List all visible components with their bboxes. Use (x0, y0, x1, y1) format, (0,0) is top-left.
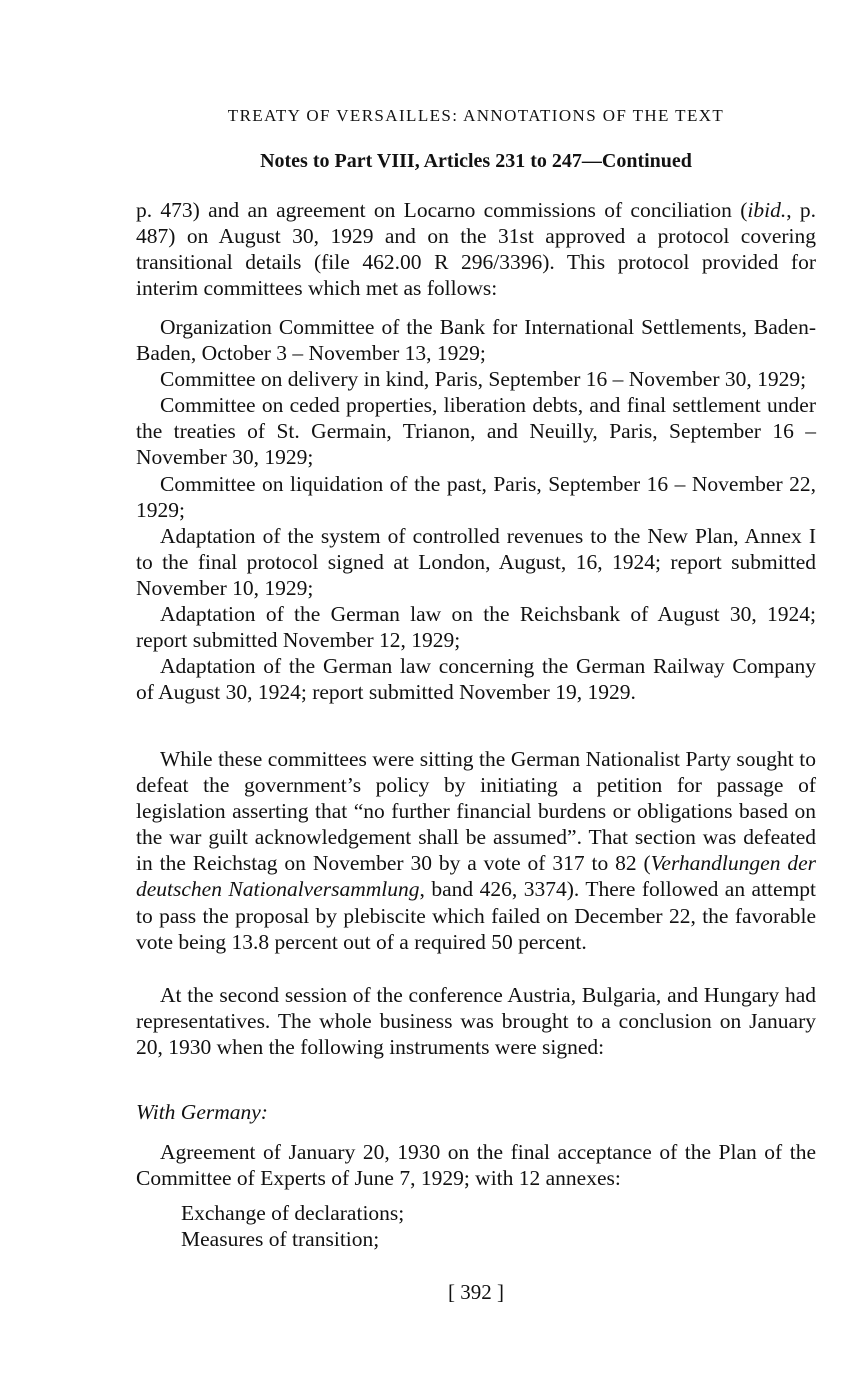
source-citation: Verhandlungen der deutschen Nationalversammlung (136, 851, 816, 902)
committee-item: Committee on delivery in kind, Paris, September 16 – November 30, 1929; (160, 367, 807, 392)
section-title: Notes to Part VIII, Articles 231 to 247—Continued (260, 150, 692, 172)
paragraph-text: , p. 487) on August 30, 1929 and on the 31st approved a protocol covering transitional details (file 462.00 R 296/3396). This protocol provided for interim committees which met as follows: (136, 198, 817, 301)
subheading-with-germany (136, 1099, 816, 1125)
annex-item: Measures of transition; (181, 1227, 380, 1252)
ibid-citation: ibid. (747, 198, 787, 222)
annex-item: Exchange of declarations; (181, 1201, 405, 1225)
paragraph-text: p. 473) and an agreement on Locarno commissions of conciliation ( (136, 198, 748, 222)
page-number: [ 392 ] (448, 1280, 504, 1304)
committee-item: Adaptation of the German law concerning the German Railway Company of August 30, 1924; report submitted November 19, 1929. (136, 654, 816, 705)
committee-item: Committee on liquidation of the past, Paris, September 16 – November 22, 1929; (136, 471, 816, 522)
committee-list (136, 314, 816, 705)
committee-item: Adaptation of the system of controlled revenues to the New Plan, Annex I to the final protocol signed at London, August, 16, 1924; report submitted November 10, 1929; (136, 523, 816, 600)
paragraph-continuation (136, 197, 816, 301)
paragraph-text: , band 426, 3374). There followed an attempt to pass the proposal by plebiscite which failed on December 22, the favorable vote being 13.8 percent out of a required 50 percent. (136, 877, 817, 954)
paragraph-nationalist-party (136, 746, 816, 955)
paragraph-text: While these committees were sitting the German Nationalist Party sought to defeat the government’s policy by initiating a petition for passage of legislation asserting that “no further financial burdens or obligations based on the war guilt acknowledgement shall be assumed”. That section was defeated in the Reichstag on November 30 by a vote of 317 to 82 ( (136, 747, 816, 876)
paragraph-agreement (136, 1139, 816, 1191)
committee-item: Committee on ceded properties, liberation debts, and final settlement under the treaties of St. Germain, Trianon, and Neuilly, Paris, September 16 – November 30, 1929; (136, 393, 816, 470)
paragraph-text: At the second session of the conference Austria, Bulgaria, and Hungary had representatives. The whole business was brought to a conclusion on January 20, 1930 when the following instruments were signed: (136, 983, 816, 1060)
paragraph-text: Agreement of January 20, 1930 on the final acceptance of the Plan of the Committee of Experts of June 7, 1929; with 12 annexes: (136, 1140, 816, 1191)
annex-list (136, 1200, 816, 1252)
committee-item: Organization Committee of the Bank for International Settlements, Baden-Baden, October 3 – November 13, 1929; (136, 315, 816, 366)
committee-item: Adaptation of the German law on the Reichsbank of August 30, 1924; report submitted November 12, 1929; (136, 602, 816, 653)
running-title: TREATY OF VERSAILLES: ANNOTATIONS OF THE TEXT (227, 106, 725, 125)
paragraph-second-session (136, 982, 816, 1060)
subheading-text: With Germany: (136, 1100, 268, 1124)
